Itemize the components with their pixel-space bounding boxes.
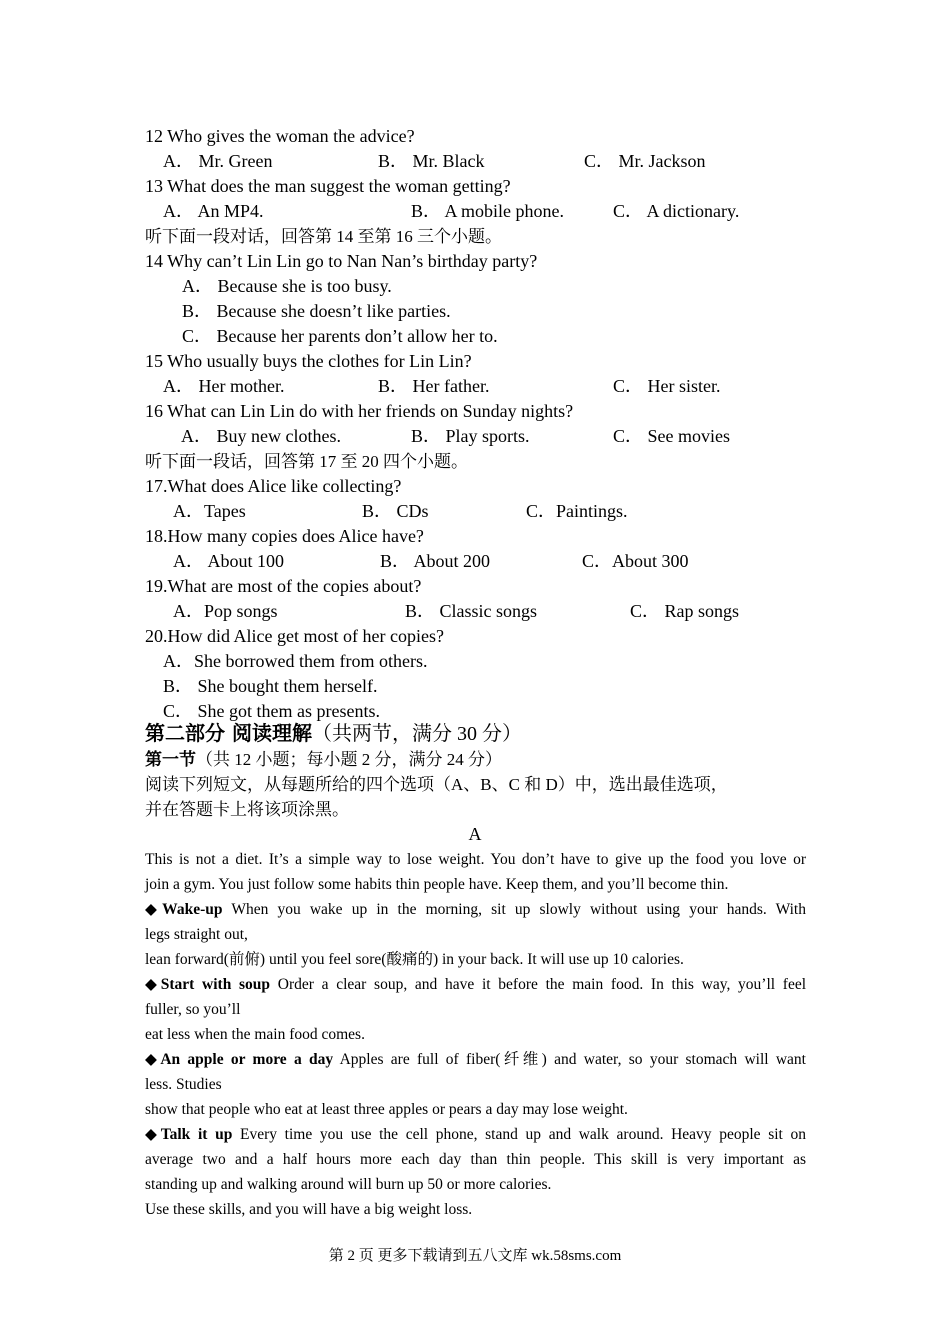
option-15a: A． Her mother.	[163, 376, 285, 396]
tip-text: lean forward(前俯) until you feel sore(酸痛的) in your back. It will use up 10 calories.	[145, 951, 684, 968]
option-17b: B． CDs	[362, 501, 429, 521]
option-19b: B． Classic songs	[405, 601, 538, 621]
tip-text: When you wake up in the morning, sit up slowly without using your hands. With	[231, 901, 806, 918]
part2-title: 第二部分 阅读理解	[145, 721, 312, 745]
tip-text: Every time you use the cell phone, stand up and walk around. Heavy people sit on	[240, 1126, 806, 1143]
option-20b: B． She bought them herself.	[163, 676, 378, 696]
question-15: 15 Who usually buys the clothes for Lin Lin?	[145, 351, 472, 371]
question-13: 13 What does the man suggest the woman getting?	[145, 176, 511, 196]
question-12: 12 Who gives the woman the advice?	[145, 126, 415, 146]
page-footer: 第 2 页 更多下载请到五八文库 wk.58sms.com	[328, 1248, 622, 1264]
tip-text: fuller, so you’ll	[145, 1001, 241, 1018]
tip-text: legs straight out,	[145, 926, 248, 943]
question-20: 20.How did Alice get most of her copies?	[145, 626, 444, 646]
option-13c: C． A dictionary.	[613, 201, 740, 221]
tip-text: show that people who eat at least three apples or pears a day may lose weight.	[145, 1101, 628, 1118]
passage-intro-line2: join a gym. You just follow some habits thin people have. Keep them, and you’ll become thin.	[145, 876, 729, 893]
option-12a: A． Mr. Green	[163, 151, 273, 171]
option-17c: C．Paintings.	[526, 501, 628, 521]
tip-talk-it-up	[145, 1122, 806, 1147]
tip-text: Apples are full of fiber(纤维) and water, so your stomach will want	[339, 1051, 806, 1068]
tip-heading: ◆Start with soup	[145, 976, 271, 993]
tip-text: eat less when the main food comes.	[145, 1026, 365, 1043]
part2-title-points: （共两节，满分 30 分）	[311, 723, 522, 745]
option-20c: C． She got them as presents.	[163, 701, 380, 721]
question-17: 17.What does Alice like collecting?	[145, 476, 402, 496]
option-14a: A． Because she is too busy.	[182, 276, 392, 296]
listening-instruction-17-20: 听下面一段话，回答第 17 至 20 四个小题。	[145, 452, 468, 471]
listening-instruction-14-16: 听下面一段对话，回答第 14 至第 16 三个小题。	[145, 227, 502, 246]
tip-wake-up	[145, 897, 806, 922]
section1-heading	[145, 747, 502, 773]
option-12c: C． Mr. Jackson	[584, 151, 706, 171]
passage-intro-line1: This is not a diet. It’s a simple way to lose weight. You don’t have to give up the food you love or	[145, 851, 806, 868]
option-19a: A．Pop songs	[173, 601, 278, 621]
option-13a: A． An MP4.	[163, 201, 264, 221]
option-16c: C． See movies	[613, 426, 730, 446]
question-19: 19.What are most of the copies about?	[145, 576, 422, 596]
tip-heading: ◆An apple or more a day	[145, 1051, 334, 1068]
option-18b: B． About 200	[380, 551, 491, 571]
tip-start-with-soup	[145, 972, 806, 997]
option-18a: A． About 100	[173, 551, 285, 571]
option-16a: A． Buy new clothes.	[181, 426, 341, 446]
option-18c: C．About 300	[582, 551, 689, 571]
question-14: 14 Why can’t Lin Lin go to Nan Nan’s birthday party?	[145, 251, 538, 271]
tip-heading: ◆Talk it up	[145, 1126, 233, 1143]
part2-heading	[145, 721, 522, 747]
passage-closing: Use these skills, and you will have a big weight loss.	[145, 1201, 473, 1218]
tip-text: less. Studies	[145, 1076, 222, 1093]
option-14b: B． Because she doesn’t like parties.	[182, 301, 451, 321]
option-12b: B． Mr. Black	[378, 151, 485, 171]
tip-heading: ◆Wake-up	[145, 901, 223, 918]
option-13b: B． A mobile phone.	[411, 201, 564, 221]
option-16b: B． Play sports.	[411, 426, 530, 446]
reading-instruction-line2: 并在答题卡上将该项涂黑。	[145, 800, 349, 819]
option-19c: C． Rap songs	[630, 601, 740, 621]
tip-text: standing up and walking around will burn up 50 or more calories.	[145, 1176, 552, 1193]
tip-apple-a-day	[145, 1047, 806, 1072]
section1-title: 第一节	[145, 750, 196, 770]
tip-text: average two and a half hours more each day than thin people. This skill is very important as	[145, 1151, 806, 1168]
question-16: 16 What can Lin Lin do with her friends on Sunday nights?	[145, 401, 574, 421]
tip-text: Order a clear soup, and have it before the main food. In this way, you’ll feel	[277, 976, 807, 993]
question-18: 18.How many copies does Alice have?	[145, 526, 424, 546]
option-14c: C． Because her parents don’t allow her to.	[182, 326, 498, 346]
option-20a: A．She borrowed them from others.	[163, 651, 428, 671]
passage-letter: A	[468, 824, 482, 844]
section1-points: （共 12 小题；每小题 2 分，满分 24 分）	[196, 750, 502, 769]
option-17a: A．Tapes	[173, 501, 246, 521]
option-15b: B． Her father.	[378, 376, 490, 396]
option-15c: C． Her sister.	[613, 376, 721, 396]
reading-instruction-line1: 阅读下列短文，从每题所给的四个选项（A、B、C 和 D）中，选出最佳选项，	[145, 775, 728, 794]
